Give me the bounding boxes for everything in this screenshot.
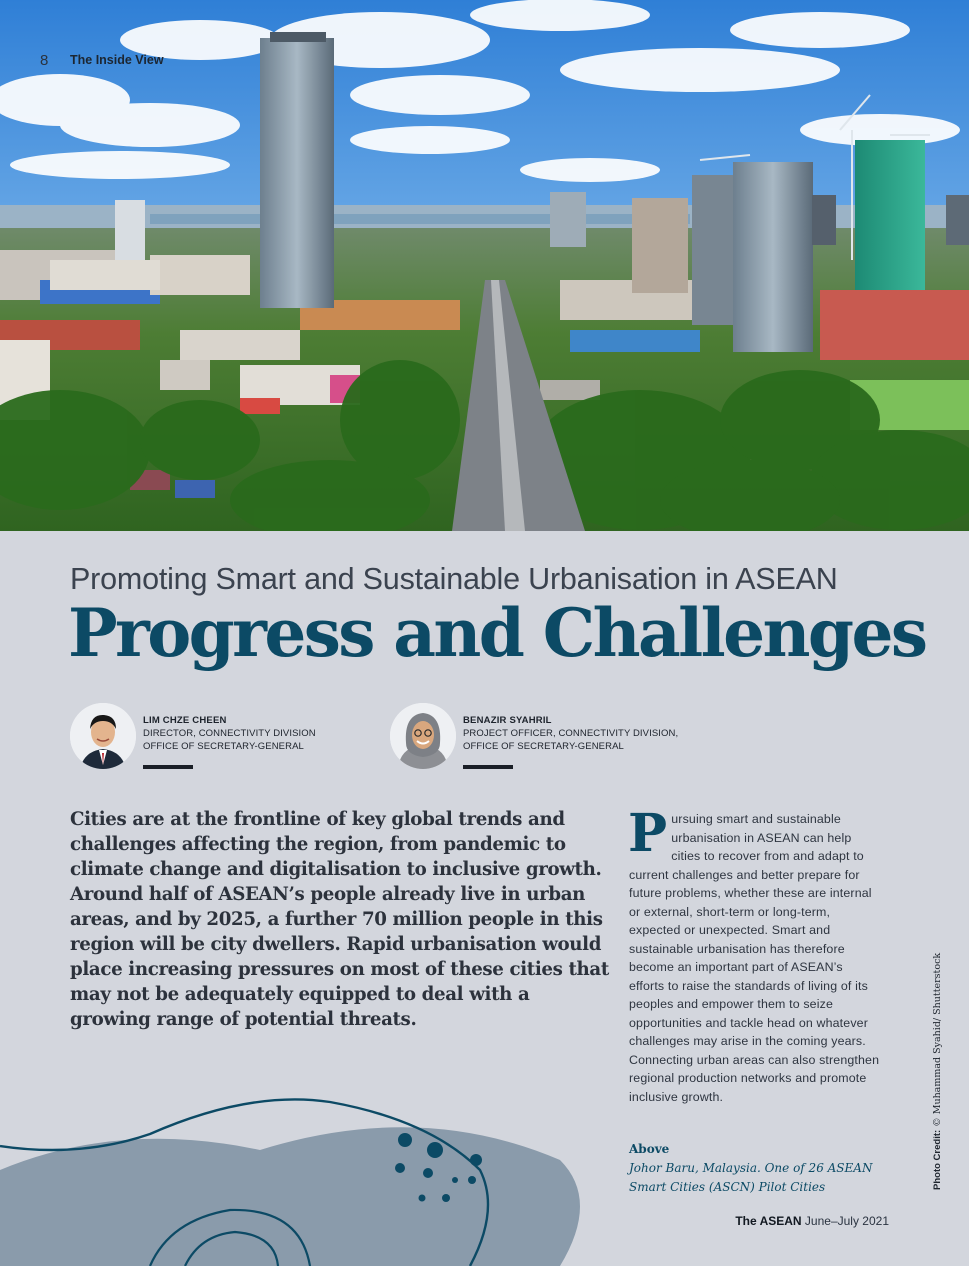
decorative-wave [0,1080,600,1266]
page-number: 8 [40,52,49,69]
caption-text: Johor Baru, Malaysia. One of 26 ASEAN [629,1161,873,1175]
lead-paragraph: Cities are at the frontline of key global trends and challenges affecting the region, from pandemic to climate change and digitalisation to inclusive growth. Around half of ASEAN’s people already live in urban areas, and by 2025, a further 70 million people in this region will be city dwellers. Rapid urbanisation would place increasing pressures on most of these cities that may not be adequately equipped to deal with a growing range of potential threats. [70,809,609,1030]
author-name: LIM CHZE CHEEN [143,715,227,726]
photo-credit-label: Photo Credit: [932,1129,943,1190]
publication-name: The ASEAN [735,1214,802,1228]
issue-date: June–July 2021 [804,1214,889,1228]
author-role: DIRECTOR, CONNECTIVITY DIVISION [143,728,316,739]
avatar [390,703,456,769]
caption-text: Smart Cities (ASCN) Pilot Cities [629,1180,826,1194]
author-divider [143,765,193,769]
avatar [70,703,136,769]
author-name: BENAZIR SYAHRIL [463,715,552,726]
hero-photo [0,0,969,531]
body-column [628,803,881,1106]
author-portrait-icon [70,703,136,769]
author-divider [463,765,513,769]
caption-heading: Above [629,1142,670,1156]
drop-cap: P [628,803,668,864]
photo-credit [932,953,943,1190]
author-role: OFFICE OF SECRETARY-GENERAL [463,741,624,752]
photo-credit-text: © Muhammad Syahid/ Shutterstock [932,952,943,1127]
article-title: Progress and Challenges [68,594,926,672]
author-portrait-icon [390,703,456,769]
body-text: ursuing smart and sustainable urbanisation in ASEAN can help cities to recover from and adapt to current challenges and better prepare for future problems, whether these are internal or external, short-term or long-term, expected or unexpected. Smart and sustainable urbanisation has therefore become an important part of ASEAN’s efforts to raise the standards of living of its peoples and empower them to seize opportunities and tackle head on whatever challenges may arise in the coming years. Connecting urban areas can also strengthen regional production networks and promote inclusive growth. [629,812,880,1104]
photo-caption [629,1140,899,1197]
section-label: The Inside View [70,53,164,67]
author-role: PROJECT OFFICER, CONNECTIVITY DIVISION, [463,728,679,739]
author-role: OFFICE OF SECRETARY-GENERAL [143,741,304,752]
article-subtitle: Promoting Smart and Sustainable Urbanisation in ASEAN [70,562,838,596]
page-footer [735,1214,889,1228]
city-skyline-photo [0,0,969,531]
